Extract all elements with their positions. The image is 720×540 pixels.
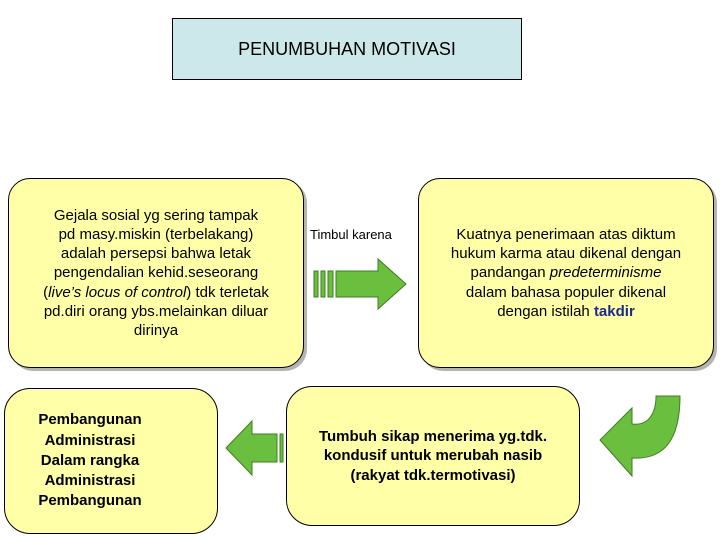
italic-term: live’s locus of control — [48, 283, 187, 301]
line-prefix: pandangan — [470, 264, 550, 282]
node-line: adalah persepsi bahwa letak — [60, 245, 252, 263]
node-line: pd.diri orang ybs.melainkan diluar — [43, 302, 269, 320]
node-line: Tumbuh sikap menerima yg.tdk. — [318, 427, 548, 445]
arrow-left-striped — [226, 421, 283, 475]
node-line: pd masy.miskin (terbelakang) — [58, 226, 254, 244]
paren-close-text: ) tdk terletak — [186, 283, 269, 301]
node-line: Administrasi — [44, 431, 136, 449]
node-line: Pembangunan — [38, 411, 142, 429]
italic-term: predeterminisme — [549, 264, 662, 282]
node-line: Kuatnya penerimaan atas diktum — [456, 226, 676, 244]
line-prefix: dengan istilah — [497, 302, 594, 320]
node-line: dirinya — [133, 321, 179, 339]
node-line: Administrasi — [44, 472, 136, 490]
diagram-title-text: PENUMBUHAN MOTIVASI — [238, 38, 456, 59]
node-line: hukum karma atau dikenal dengan — [450, 245, 682, 263]
arrow-right-striped — [314, 259, 406, 309]
node-line: Dalam rangka — [40, 451, 140, 469]
node-line: Gejala sosial yg sering tampak — [53, 206, 259, 224]
accent-term: takdir — [593, 302, 635, 320]
paren-open: ( — [43, 283, 49, 301]
node-line: Pembangunan — [38, 492, 142, 510]
arrow-curved-down — [600, 396, 680, 476]
edge-label-timbul-karena: Timbul karena — [310, 227, 392, 242]
node-line: kondusif untuk merubah nasib — [323, 447, 543, 465]
node-line: pengendalian kehid.seseorang — [53, 264, 259, 282]
node-line: (rakyat tdk.termotivasi) — [350, 466, 516, 484]
node-line: dalam bahasa populer dikenal — [465, 283, 667, 301]
